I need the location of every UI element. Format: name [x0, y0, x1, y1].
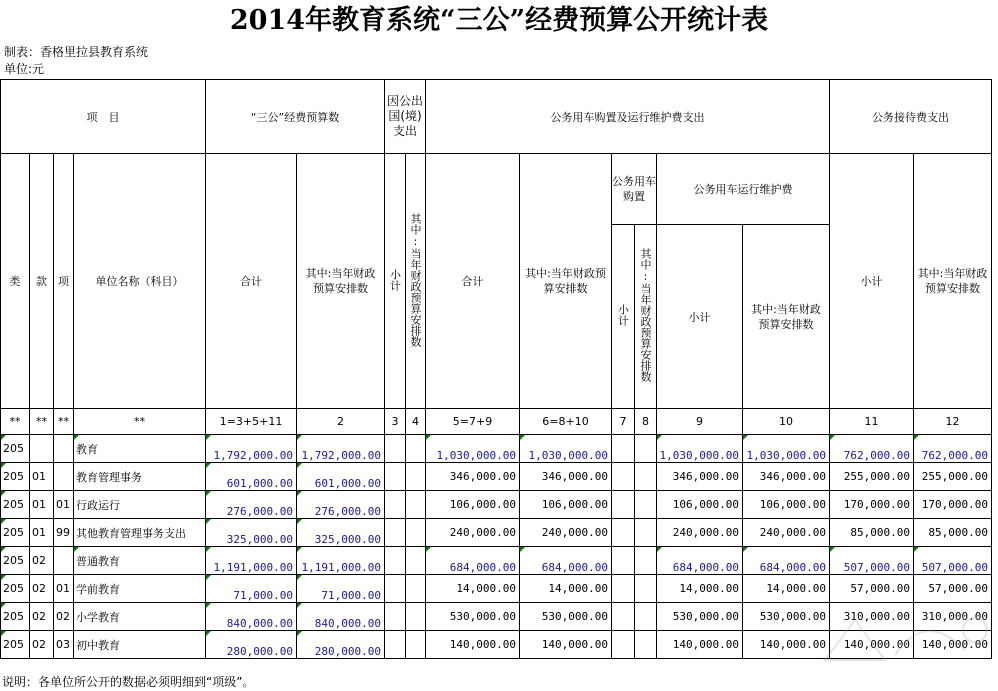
code-xiang	[54, 547, 74, 575]
code-cell: 2	[297, 409, 385, 435]
empty-cell	[385, 491, 406, 519]
amount-cell: 1,191,000.00	[297, 547, 385, 575]
empty-cell	[612, 519, 635, 547]
header-vehicle-maintenance: 公务用车运行维护费	[657, 154, 830, 225]
code-cell: 6=8+10	[520, 409, 612, 435]
empty-cell	[612, 491, 635, 519]
code-lei: 205	[1, 519, 30, 547]
page-title: 2014年教育系统“三公”经费预算公开统计表	[229, 5, 769, 36]
code-cell: 4	[406, 409, 426, 435]
code-cell: **	[1, 409, 30, 435]
amount-cell: 106,000.00	[743, 491, 830, 519]
amount-cell: 684,000.00	[743, 547, 830, 575]
code-lei: 205	[1, 463, 30, 491]
amount-cell: 106,000.00	[520, 491, 612, 519]
amount-cell: 601,000.00	[297, 463, 385, 491]
budget-table	[0, 79, 992, 659]
code-kuan: 01	[30, 491, 54, 519]
header-fiscal-10: 其中:当年财政预算安排数	[743, 225, 830, 409]
header-subtotal-11: 小计	[830, 154, 914, 409]
amount-cell: 684,000.00	[520, 547, 612, 575]
code-cell: 3	[385, 409, 406, 435]
header-reception: 公务接待费支出	[830, 80, 992, 154]
empty-cell	[635, 631, 657, 659]
header-item: 项 目	[1, 80, 206, 154]
empty-cell	[406, 547, 426, 575]
amount-cell: 57,000.00	[830, 575, 914, 603]
amount-cell: 1,030,000.00	[426, 435, 520, 463]
amount-cell: 310,000.00	[914, 603, 992, 631]
header-subtotal-9: 小计	[657, 225, 743, 409]
code-lei: 205	[1, 575, 30, 603]
amount-cell: 530,000.00	[743, 603, 830, 631]
amount-cell: 346,000.00	[657, 463, 743, 491]
amount-cell: 1,030,000.00	[657, 435, 743, 463]
amount-cell: 85,000.00	[830, 519, 914, 547]
amount-cell: 1,191,000.00	[206, 547, 297, 575]
empty-cell	[612, 435, 635, 463]
amount-cell: 684,000.00	[426, 547, 520, 575]
code-cell: 7	[612, 409, 635, 435]
empty-cell	[406, 603, 426, 631]
amount-cell: 762,000.00	[830, 435, 914, 463]
amount-cell: 140,000.00	[830, 631, 914, 659]
amount-cell: 140,000.00	[743, 631, 830, 659]
watermark-logo	[815, 600, 995, 680]
empty-cell	[406, 519, 426, 547]
amount-cell: 280,000.00	[206, 631, 297, 659]
amount-cell: 1,792,000.00	[297, 435, 385, 463]
unit-label: 单位:元	[4, 62, 45, 76]
empty-cell	[406, 631, 426, 659]
amount-cell: 1,792,000.00	[206, 435, 297, 463]
header-fiscal-4: 其中:当年财政预算安排数	[406, 154, 426, 409]
code-kuan	[30, 435, 54, 463]
empty-cell	[385, 631, 406, 659]
maker-label: 制表：香格里拉县教育系统	[4, 45, 149, 59]
table-row	[1, 575, 992, 603]
empty-cell	[612, 575, 635, 603]
empty-cell	[406, 575, 426, 603]
header-unit-name: 单位名称（科目）	[74, 154, 206, 409]
empty-cell	[406, 463, 426, 491]
amount-cell: 106,000.00	[426, 491, 520, 519]
empty-cell	[635, 491, 657, 519]
unit-name-cell: 普通教育	[74, 547, 206, 575]
header-sangong-budget: “三公”经费预算数	[206, 80, 385, 154]
amount-cell: 14,000.00	[520, 575, 612, 603]
code-xiang: 99	[54, 519, 74, 547]
amount-cell: 170,000.00	[914, 491, 992, 519]
amount-cell: 240,000.00	[520, 519, 612, 547]
code-xiang: 01	[54, 491, 74, 519]
amount-cell: 14,000.00	[426, 575, 520, 603]
header-fiscal-12: 其中:当年财政预算安排数	[914, 154, 992, 409]
code-row	[1, 409, 992, 435]
amount-cell: 346,000.00	[743, 463, 830, 491]
amount-cell: 507,000.00	[914, 547, 992, 575]
header-xiang: 项	[54, 154, 74, 409]
empty-cell	[406, 491, 426, 519]
header-total-5: 合计	[426, 154, 520, 409]
code-xiang: 03	[54, 631, 74, 659]
amount-cell: 325,000.00	[206, 519, 297, 547]
code-xiang	[54, 435, 74, 463]
header-total-1: 合计	[206, 154, 297, 409]
code-cell: **	[30, 409, 54, 435]
code-kuan: 01	[30, 463, 54, 491]
amount-cell: 14,000.00	[657, 575, 743, 603]
amount-cell: 530,000.00	[426, 603, 520, 631]
amount-cell: 840,000.00	[206, 603, 297, 631]
amount-cell: 140,000.00	[520, 631, 612, 659]
unit-name-cell: 其他教育管理事务支出	[74, 519, 206, 547]
code-kuan: 01	[30, 519, 54, 547]
amount-cell: 762,000.00	[914, 435, 992, 463]
amount-cell: 310,000.00	[830, 603, 914, 631]
code-cell: 8	[635, 409, 657, 435]
empty-cell	[635, 575, 657, 603]
empty-cell	[385, 435, 406, 463]
code-cell: **	[74, 409, 206, 435]
unit-name-cell: 初中教育	[74, 631, 206, 659]
footnote: 说明：各单位所公开的数据必须明细到“项级”。	[2, 675, 255, 689]
amount-cell: 684,000.00	[657, 547, 743, 575]
amount-cell: 85,000.00	[914, 519, 992, 547]
table-header	[1, 80, 992, 409]
empty-cell	[385, 575, 406, 603]
empty-cell	[406, 435, 426, 463]
amount-cell: 255,000.00	[914, 463, 992, 491]
code-xiang: 02	[54, 603, 74, 631]
code-xiang: 01	[54, 575, 74, 603]
code-kuan: 02	[30, 547, 54, 575]
table-row	[1, 435, 992, 463]
amount-cell: 71,000.00	[206, 575, 297, 603]
header-subtotal-3: 小计	[385, 154, 406, 409]
code-kuan: 02	[30, 631, 54, 659]
header-fiscal-8: 其中:当年财政预算安排数	[635, 225, 657, 409]
code-lei: 205	[1, 603, 30, 631]
table-row	[1, 547, 992, 575]
amount-cell: 276,000.00	[297, 491, 385, 519]
code-cell: 11	[830, 409, 914, 435]
code-lei: 205	[1, 435, 30, 463]
code-cell: 12	[914, 409, 992, 435]
amount-cell: 530,000.00	[657, 603, 743, 631]
empty-cell	[612, 547, 635, 575]
empty-cell	[385, 603, 406, 631]
code-lei: 205	[1, 631, 30, 659]
unit-name-cell: 学前教育	[74, 575, 206, 603]
amount-cell: 106,000.00	[657, 491, 743, 519]
amount-cell: 1,030,000.00	[520, 435, 612, 463]
empty-cell	[385, 463, 406, 491]
amount-cell: 1,030,000.00	[743, 435, 830, 463]
table-row	[1, 519, 992, 547]
empty-cell	[635, 463, 657, 491]
empty-cell	[635, 435, 657, 463]
code-kuan: 02	[30, 575, 54, 603]
amount-cell: 57,000.00	[914, 575, 992, 603]
header-vehicle-purchase: 公务用车购置	[612, 154, 657, 225]
amount-cell: 140,000.00	[426, 631, 520, 659]
empty-cell	[635, 547, 657, 575]
empty-cell	[635, 603, 657, 631]
amount-cell: 530,000.00	[520, 603, 612, 631]
empty-cell	[385, 519, 406, 547]
amount-cell: 71,000.00	[297, 575, 385, 603]
unit-name-cell: 小学教育	[74, 603, 206, 631]
table-row	[1, 491, 992, 519]
table-row	[1, 463, 992, 491]
amount-cell: 140,000.00	[914, 631, 992, 659]
code-xiang	[54, 463, 74, 491]
amount-cell: 507,000.00	[830, 547, 914, 575]
amount-cell: 840,000.00	[297, 603, 385, 631]
code-lei: 205	[1, 547, 30, 575]
amount-cell: 255,000.00	[830, 463, 914, 491]
header-fiscal-2: 其中:当年财政预算安排数	[297, 154, 385, 409]
header-vehicle: 公务用车购置及运行维护费支出	[426, 80, 830, 154]
amount-cell: 240,000.00	[426, 519, 520, 547]
code-cell: 9	[657, 409, 743, 435]
amount-cell: 325,000.00	[297, 519, 385, 547]
amount-cell: 170,000.00	[830, 491, 914, 519]
empty-cell	[612, 631, 635, 659]
header-fiscal-6: 其中:当年财政预算安排数	[520, 154, 612, 409]
code-cell: **	[54, 409, 74, 435]
empty-cell	[385, 547, 406, 575]
code-cell: 5=7+9	[426, 409, 520, 435]
empty-cell	[612, 603, 635, 631]
amount-cell: 240,000.00	[657, 519, 743, 547]
header-kuan: 款	[30, 154, 54, 409]
unit-name-cell: 教育管理事务	[74, 463, 206, 491]
code-lei: 205	[1, 491, 30, 519]
unit-name-cell: 教育	[74, 435, 206, 463]
code-kuan: 02	[30, 603, 54, 631]
header-subtotal-7: 小计	[612, 225, 635, 409]
amount-cell: 240,000.00	[743, 519, 830, 547]
header-overseas: 因公出国(境)支出	[385, 80, 426, 154]
empty-cell	[635, 519, 657, 547]
header-lei: 类	[1, 154, 30, 409]
amount-cell: 346,000.00	[520, 463, 612, 491]
empty-cell	[612, 463, 635, 491]
amount-cell: 601,000.00	[206, 463, 297, 491]
amount-cell: 140,000.00	[657, 631, 743, 659]
code-cell: 10	[743, 409, 830, 435]
code-cell: 1=3+5+11	[206, 409, 297, 435]
amount-cell: 346,000.00	[426, 463, 520, 491]
amount-cell: 276,000.00	[206, 491, 297, 519]
amount-cell: 280,000.00	[297, 631, 385, 659]
unit-name-cell: 行政运行	[74, 491, 206, 519]
amount-cell: 14,000.00	[743, 575, 830, 603]
